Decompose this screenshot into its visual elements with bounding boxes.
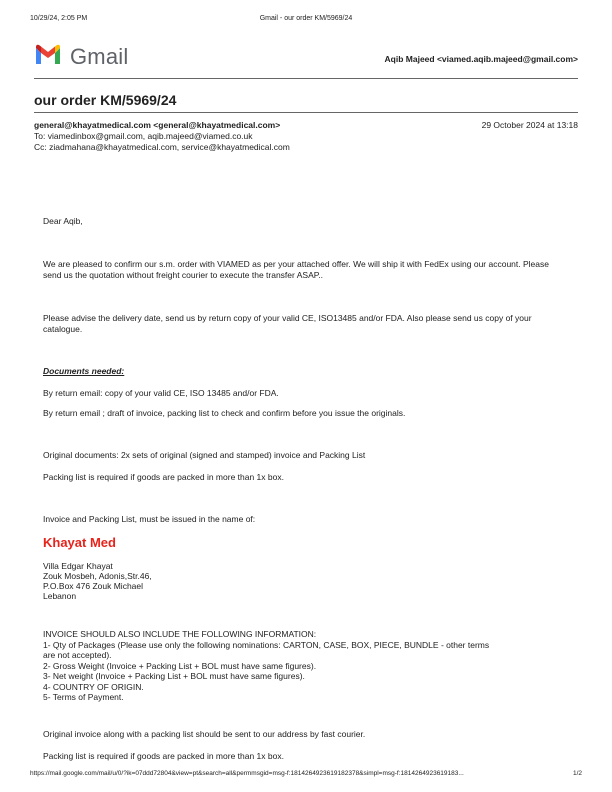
email-date: 29 October 2024 at 13:18 <box>481 120 578 130</box>
packing-note: Packing list is required if goods are packed in more than 1x box. <box>43 751 284 761</box>
documents-line-2: By return email ; draft of invoice, packing list to check and confirm before you issue the originals. <box>43 408 406 418</box>
invoice-line: INVOICE SHOULD ALSO INCLUDE THE FOLLOWING INFORMATION: <box>43 629 317 639</box>
packing-note: Packing list is required if goods are packed in more than 1x box. <box>43 472 284 482</box>
email-subject: our order KM/5969/24 <box>34 92 177 108</box>
email-from: general@khayatmedical.com <general@khayatmedical.com> <box>34 120 281 130</box>
invoice-line: 5- Terms of Payment. <box>43 692 124 702</box>
print-url[interactable]: https://mail.google.com/mail/u/0/?ik=07ddd72804&view=pt&search=all&permmsgid=msg-f:1814264923619182378&simpl=msg-f:1814264923619183... <box>30 770 464 777</box>
greeting: Dear Aqib, <box>43 216 83 226</box>
invoice-requirements <box>43 629 563 703</box>
invoice-line: 1- Qty of Packages (Please use only the following nominations: CARTON, CASE, BOX, PIECE, BUNDLE - other terms <box>43 639 490 650</box>
invoice-line: are not accepted). <box>43 650 112 660</box>
page-number: 1/2 <box>572 770 582 777</box>
print-title: Gmail - our order KM/5969/24 <box>259 15 353 22</box>
divider <box>34 112 578 113</box>
gmail-wordmark: Gmail <box>70 44 129 69</box>
company-name: Khayat Med <box>43 535 116 550</box>
invoice-line: 2- Gross Weight (Invoice + Packing List + BOL must have same figures). <box>43 660 317 671</box>
paragraph-delivery: Please advise the delivery date, send us by return copy of your valid CE, ISO13485 and/or FDA. Also please send us copy of your catalogue. <box>43 313 532 334</box>
email-cc: Cc: ziadmahana@khayatmedical.com, service@khayatmedical.com <box>34 142 290 152</box>
original-documents: Original documents: 2x sets of original (signed and stamped) invoice and Packing List <box>43 450 366 460</box>
documents-heading: Documents needed: <box>43 366 125 376</box>
issued-name-note: Invoice and Packing List, must be issued in the name of: <box>43 514 256 524</box>
invoice-line: 4- COUNTRY OF ORIGIN. <box>43 681 144 692</box>
email-to: To: viamedinbox@gmail.com, aqib.majeed@viamed.co.uk <box>34 131 253 141</box>
paragraph-confirm: We are pleased to confirm our s.m. order with VIAMED as per your attached offer. We will ship it with FedEx using our account. Please send us the quotation without freight courier to execute the transfer ASAP.. <box>43 259 549 280</box>
account-email: Aqib Majeed <viamed.aqib.majeed@gmail.com> <box>384 54 578 64</box>
address-line: P.O.Box 476 Zouk Michael <box>43 581 144 591</box>
company-address <box>43 561 563 601</box>
print-datetime: 10/29/24, 2:05 PM <box>30 15 88 22</box>
invoice-line: 3- Net weight (Invoice + Packing List + BOL must have same figures). <box>43 671 305 681</box>
gmail-logo-icon <box>34 44 62 66</box>
address-line: Lebanon <box>43 591 77 601</box>
address-line: Zouk Mosbeh, Adonis,Str.46, <box>43 571 152 581</box>
documents-line-1: By return email: copy of your valid CE, ISO 13485 and/or FDA. <box>43 388 279 398</box>
original-invoice-note: Original invoice along with a packing list should be sent to our address by fast courier. <box>43 729 366 739</box>
divider <box>34 78 578 79</box>
address-line: Villa Edgar Khayat <box>43 561 113 571</box>
